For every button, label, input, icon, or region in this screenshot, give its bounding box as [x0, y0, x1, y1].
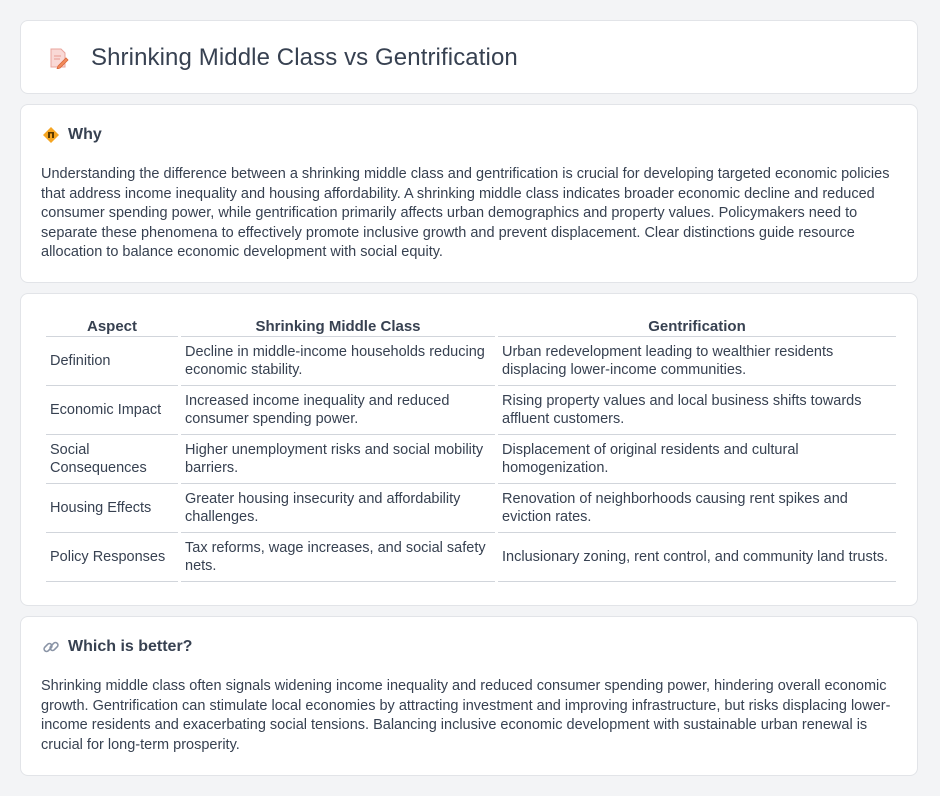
title-card: [20, 20, 918, 94]
column-header-gentrification: Gentrification: [498, 316, 896, 337]
row-shrinking-middle-class: Decline in middle-income households reducing economic stability.: [181, 337, 495, 386]
table-header-row: [46, 316, 896, 337]
row-gentrification: Inclusionary zoning, rent control, and community land trusts.: [498, 533, 896, 582]
table-row: [46, 337, 896, 386]
why-heading: Why: [68, 126, 102, 143]
table-row: [46, 533, 896, 582]
document-pencil-icon: [47, 47, 69, 69]
why-card: [20, 104, 918, 283]
which-is-better-heading: Which is better?: [68, 638, 193, 655]
row-gentrification: Rising property values and local business shifts towards affluent customers.: [498, 386, 896, 435]
table-row: [46, 386, 896, 435]
table-row: [46, 484, 896, 533]
row-shrinking-middle-class: Tax reforms, wage increases, and social safety nets.: [181, 533, 495, 582]
table-row: [46, 435, 896, 484]
row-aspect: Social Consequences: [46, 435, 178, 484]
column-header-aspect: Aspect: [46, 316, 178, 337]
row-aspect: Economic Impact: [46, 386, 178, 435]
row-gentrification: Urban redevelopment leading to wealthier residents displacing lower-income communities.: [498, 337, 896, 386]
row-aspect: Policy Responses: [46, 533, 178, 582]
row-shrinking-middle-class: Greater housing insecurity and affordability challenges.: [181, 484, 495, 533]
why-text: Understanding the difference between a shrinking middle class and gentrification is crucial for developing targeted economic policies that address income inequality and housing affordability. A shrinking middle class indicates broader economic decline and reduced consumer spending power, while gentrification primarily affects urban demographics and property values. Policymakers need to separate these phenomena to effectively promote inclusive growth and prevent displacement. Clear distinctions guide resource allocation to balance economic development with social equity.: [41, 166, 890, 261]
column-header-shrinking-middle-class: Shrinking Middle Class: [181, 316, 495, 337]
row-shrinking-middle-class: Higher unemployment risks and social mobility barriers.: [181, 435, 495, 484]
which-is-better-text: Shrinking middle class often signals widening income inequality and reduced consumer spending power, hindering overall economic growth. Gentrification can stimulate local economies by attracting investment and improving infrastructure, but risks displacing lower-income residents and exacerbating social tensions. Balancing inclusive economic development with sustainable urban renewal is crucial for long-term prosperity.: [41, 678, 891, 753]
row-aspect: Definition: [46, 337, 178, 386]
row-aspect: Housing Effects: [46, 484, 178, 533]
comparison-card: [20, 293, 918, 606]
diamond-warning-icon: [42, 126, 60, 144]
row-gentrification: Displacement of original residents and cultural homogenization.: [498, 435, 896, 484]
row-gentrification: Renovation of neighborhoods causing rent spikes and eviction rates.: [498, 484, 896, 533]
which-is-better-card: [20, 616, 918, 776]
page-title: Shrinking Middle Class vs Gentrification: [91, 44, 518, 71]
row-shrinking-middle-class: Increased income inequality and reduced consumer spending power.: [181, 386, 495, 435]
link-icon: [42, 638, 60, 656]
comparison-table: [43, 316, 899, 582]
